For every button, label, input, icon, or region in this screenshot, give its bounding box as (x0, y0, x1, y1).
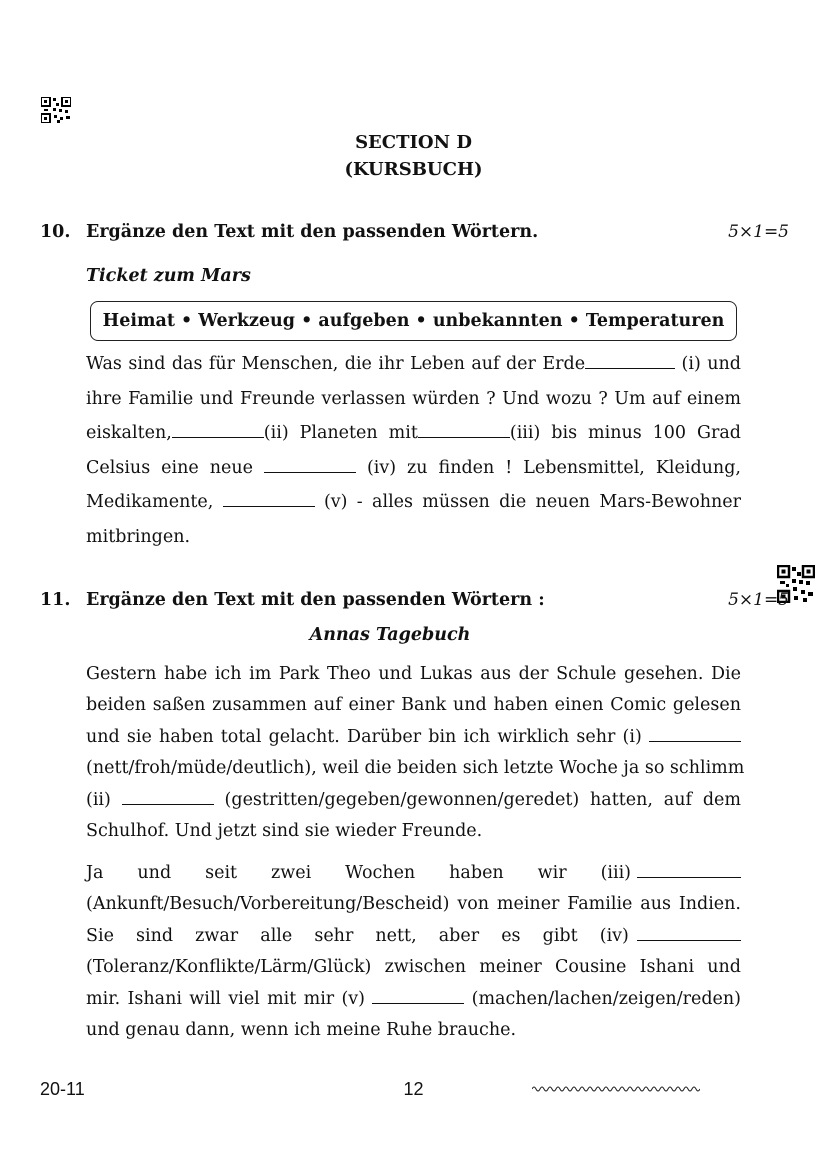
question-number: 11. (40, 590, 71, 610)
answer-blank[interactable] (372, 989, 464, 1004)
answer-blank[interactable] (637, 863, 741, 878)
text-line: Gestern habe ich im Park Theo und Lukas aus der Schule gesehen. Die (86, 664, 741, 684)
answer-blank[interactable] (649, 727, 741, 742)
page-number: 12 (403, 1079, 424, 1099)
text-line: (Ankunft/Besuch/Vorbereitung/Bescheid) von meiner Familie aus Indien. (86, 894, 741, 915)
text-line: und genau dann, wenn ich meine Ruhe brauche. (86, 1020, 517, 1041)
text-line: mitbringen. (86, 526, 191, 547)
answer-blank[interactable] (264, 458, 356, 473)
answer-blank[interactable] (418, 423, 510, 438)
wavy-line-icon (532, 1084, 700, 1094)
story-title: Ticket zum Mars (86, 266, 251, 286)
text-line: und sie haben total gelacht. Darüber bin ich wirklich sehr (i) (86, 722, 741, 753)
question-number: 10. (40, 222, 71, 242)
marks-label: 5×1=5 (728, 590, 789, 610)
text-line: eiskalten, (ii) Planeten mit (iii) bis minus 100 Grad (86, 423, 741, 443)
text-line: Sie sind zwar alle sehr nett, aber es gibt (iv) (86, 921, 741, 952)
question-10-text (86, 347, 741, 554)
question-11-paragraph-1 (86, 659, 745, 847)
paper-code: 20-11 (40, 1079, 85, 1099)
text-line: Ja und seit zwei Wochen haben wir (iii) (86, 858, 741, 889)
text-line: (ii) (gestritten/gegeben/gewonnen/geredet) hatten, auf dem (86, 789, 741, 810)
text-line: Medikamente, (v) - alles müssen die neuen Mars-Bewohner (86, 492, 741, 512)
question-instruction: Ergänze den Text mit den passenden Wörtern. (86, 222, 539, 242)
text-line: Schulhof. Und jetzt sind sie wieder Freunde. (86, 821, 483, 842)
marks-label: 5×1=5 (728, 222, 789, 242)
text-line: Was sind das für Menschen, die ihr Leben auf der Erde (i) und (86, 354, 741, 374)
text-line: mir. Ishani will viel mit mir (v) (machen/lachen/zeigen/reden) (86, 988, 741, 1009)
text-line: ihre Familie und Freunde verlassen würden ? Und wozu ? Um auf einem (86, 388, 741, 409)
answer-blank[interactable] (637, 926, 741, 941)
answer-blank[interactable] (122, 790, 214, 805)
section-subtitle: (KURSBUCH) (344, 159, 483, 180)
text-line: (Toleranz/Konflikte/Lärm/Glück) zwischen meiner Cousine Ishani und (86, 957, 741, 978)
story-title: Annas Tagebuch (309, 625, 471, 645)
text-line: beiden saßen zusammen auf einer Bank und haben einen Comic gelesen (86, 695, 741, 716)
word-box-text: Heimat • Werkzeug • aufgeben • unbekannten • Temperaturen (102, 311, 725, 331)
answer-blank[interactable] (223, 492, 315, 507)
answer-blank[interactable] (585, 354, 675, 369)
text-line: Celsius eine neue (iv) zu finden ! Lebensmittel, Kleidung, (86, 457, 741, 478)
section-title: SECTION D (355, 132, 472, 153)
question-instruction: Ergänze den Text mit den passenden Wörtern : (86, 590, 545, 610)
question-11-paragraph-2 (86, 858, 741, 1046)
text-line: (nett/froh/müde/deutlich), weil die beiden sich letzte Woche ja so schlimm (86, 758, 745, 779)
qr-code-icon (41, 97, 71, 123)
answer-blank[interactable] (172, 423, 264, 438)
word-box (90, 301, 737, 341)
